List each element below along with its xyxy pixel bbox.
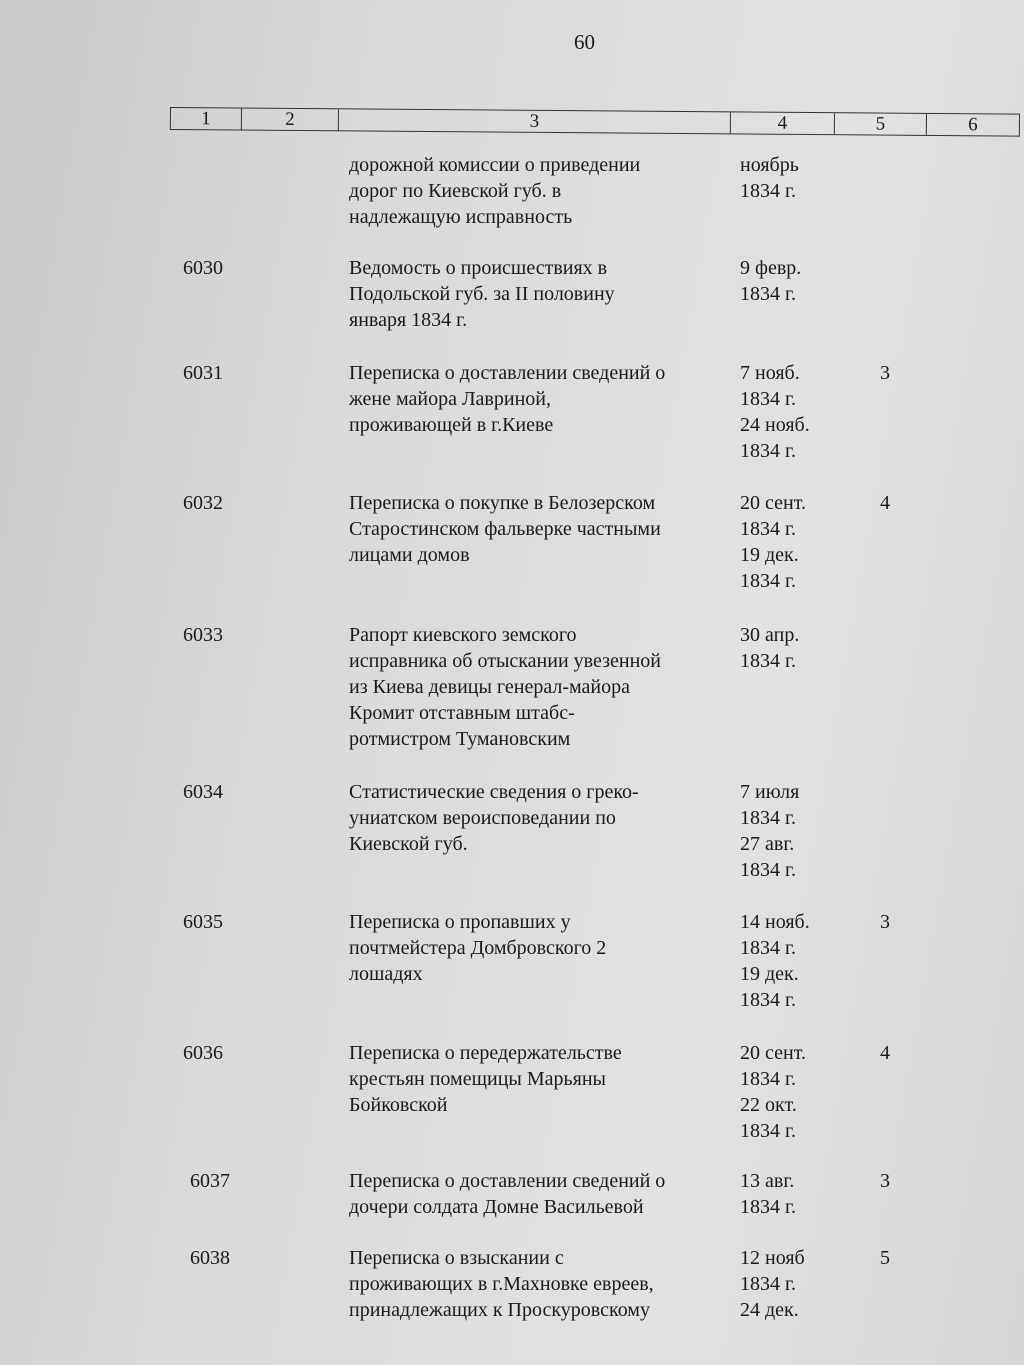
description-line: Переписка о взыскании с	[349, 1247, 564, 1269]
date-line: 19 дек.	[740, 963, 799, 985]
date-line: 1834 г.	[740, 1273, 796, 1295]
record-description	[349, 490, 729, 568]
description-line: дочери солдата Домне Васильевой	[349, 1196, 644, 1218]
date-line: 1834 г.	[740, 440, 796, 462]
record-description	[349, 360, 729, 438]
description-line: униатском вероисповедании по	[349, 807, 616, 829]
date-line: 20 сент.	[740, 492, 806, 514]
date-line: 1834 г.	[740, 807, 796, 829]
header-col-1: 1	[171, 108, 242, 130]
date-line: 19 дек.	[740, 544, 799, 566]
record-dates	[740, 779, 860, 883]
date-line: 14 нояб.	[740, 911, 810, 933]
description-line: Переписка о пропавших у	[349, 911, 571, 933]
record-dates	[740, 255, 860, 307]
sheet-count: 4	[880, 492, 890, 514]
date-line: 30 апр.	[740, 624, 800, 646]
date-line: 20 сент.	[740, 1042, 806, 1064]
record-number: 6033	[183, 624, 223, 646]
description-line: Переписка о доставлении сведений о	[349, 1170, 666, 1192]
date-line: 1834 г.	[740, 570, 796, 592]
page-number: 60	[574, 30, 595, 54]
header-col-6: 6	[968, 114, 978, 136]
description-line: Бойковской	[349, 1094, 448, 1116]
description-line: почтмейстера Домбровского 2	[349, 937, 607, 959]
date-line: 1834 г.	[740, 1068, 796, 1090]
record-description	[349, 909, 729, 987]
header-col-5: 5	[835, 113, 927, 135]
description-line: Старостинском фальверке частными	[349, 518, 661, 540]
record-number: 6034	[183, 781, 223, 803]
header-col-3: 3	[339, 109, 731, 133]
description-line: Переписка о передержательстве	[349, 1042, 622, 1064]
description-line: Статистические сведения о греко-	[349, 781, 639, 803]
description-line: Рапорт киевского земского	[349, 624, 577, 646]
record-description	[349, 255, 729, 333]
date-line: 1834 г.	[740, 1196, 796, 1218]
sheet-count: 3	[880, 362, 890, 384]
header-col-4: 4	[731, 112, 835, 134]
record-dates	[740, 622, 860, 674]
description-line: Киевской губ.	[349, 833, 468, 855]
date-line: 24 нояб.	[740, 414, 810, 436]
header-col-2: 2	[242, 109, 339, 131]
date-line: 7 нояб.	[740, 362, 800, 384]
date-line: 1834 г.	[740, 650, 796, 672]
record-description	[349, 622, 729, 752]
record-number: 6038	[190, 1247, 230, 1269]
description-line: жене майора Лавриной,	[349, 388, 551, 410]
record-number: 6036	[183, 1042, 223, 1064]
description-line: из Киева девицы генерал-майора	[349, 676, 630, 698]
description-line: крестьян помещицы Марьяны	[349, 1068, 606, 1090]
date-line: 1834 г.	[740, 859, 796, 881]
description-line: Кромит отставным штабс-	[349, 702, 575, 724]
description-line: Переписка о доставлении сведений о	[349, 362, 666, 384]
description-line: января 1834 г.	[349, 309, 468, 331]
description-line: исправника об отыскании увезенной	[349, 650, 662, 672]
sheet-count: 3	[880, 1170, 890, 1192]
sheet-count: 3	[880, 911, 890, 933]
date-line: 1834 г.	[740, 388, 796, 410]
date-line: 27 авг.	[740, 833, 795, 855]
record-description	[349, 152, 729, 230]
record-dates	[740, 1040, 860, 1144]
description-line: дорог по Киевской губ. в	[349, 180, 562, 202]
record-dates	[740, 490, 860, 594]
table-header	[170, 107, 1020, 137]
record-number: 6030	[183, 257, 223, 279]
date-line: 1834 г.	[740, 283, 796, 305]
description-line: надлежащую исправность	[349, 206, 573, 228]
record-number: 6035	[183, 911, 223, 933]
date-line: 13 авг.	[740, 1170, 795, 1192]
record-number: 6031	[183, 362, 223, 384]
description-line: Подольской губ. за II половину	[349, 283, 615, 305]
record-dates	[740, 152, 860, 204]
sheet-count: 5	[880, 1247, 890, 1269]
description-line: ротмистром Тумановским	[349, 728, 571, 750]
date-line: 9 февр.	[740, 257, 802, 279]
description-line: проживающей в г.Киеве	[349, 414, 554, 436]
record-description	[349, 1245, 729, 1323]
record-number: 6032	[183, 492, 223, 514]
description-line: Ведомость о происшествиях в	[349, 257, 608, 279]
description-line: проживающих в г.Махновке евреев,	[349, 1273, 654, 1295]
date-line: 22 окт.	[740, 1094, 797, 1116]
date-line: 12 нояб	[740, 1247, 805, 1269]
description-line: лошадях	[349, 963, 423, 985]
record-description	[349, 1040, 729, 1118]
description-line: лицами домов	[349, 544, 470, 566]
record-description	[349, 1168, 729, 1220]
date-line: 1834 г.	[740, 518, 796, 540]
record-number: 6037	[190, 1170, 230, 1192]
date-line: 1834 г.	[740, 989, 796, 1011]
record-description	[349, 779, 729, 857]
description-line: дорожной комиссии о приведении	[349, 154, 641, 176]
date-line: 1834 г.	[740, 180, 796, 202]
description-line: Переписка о покупке в Белозерском	[349, 492, 656, 514]
description-line: принадлежащих к Проскуровскому	[349, 1299, 650, 1321]
record-dates	[740, 360, 860, 464]
date-line: 24 дек.	[740, 1299, 799, 1321]
date-line: ноябрь	[740, 154, 799, 176]
record-dates	[740, 1245, 860, 1323]
date-line: 1834 г.	[740, 937, 796, 959]
sheet-count: 4	[880, 1042, 890, 1064]
date-line: 1834 г.	[740, 1120, 796, 1142]
date-line: 7 июля	[740, 781, 800, 803]
record-dates	[740, 1168, 860, 1220]
record-dates	[740, 909, 860, 1013]
